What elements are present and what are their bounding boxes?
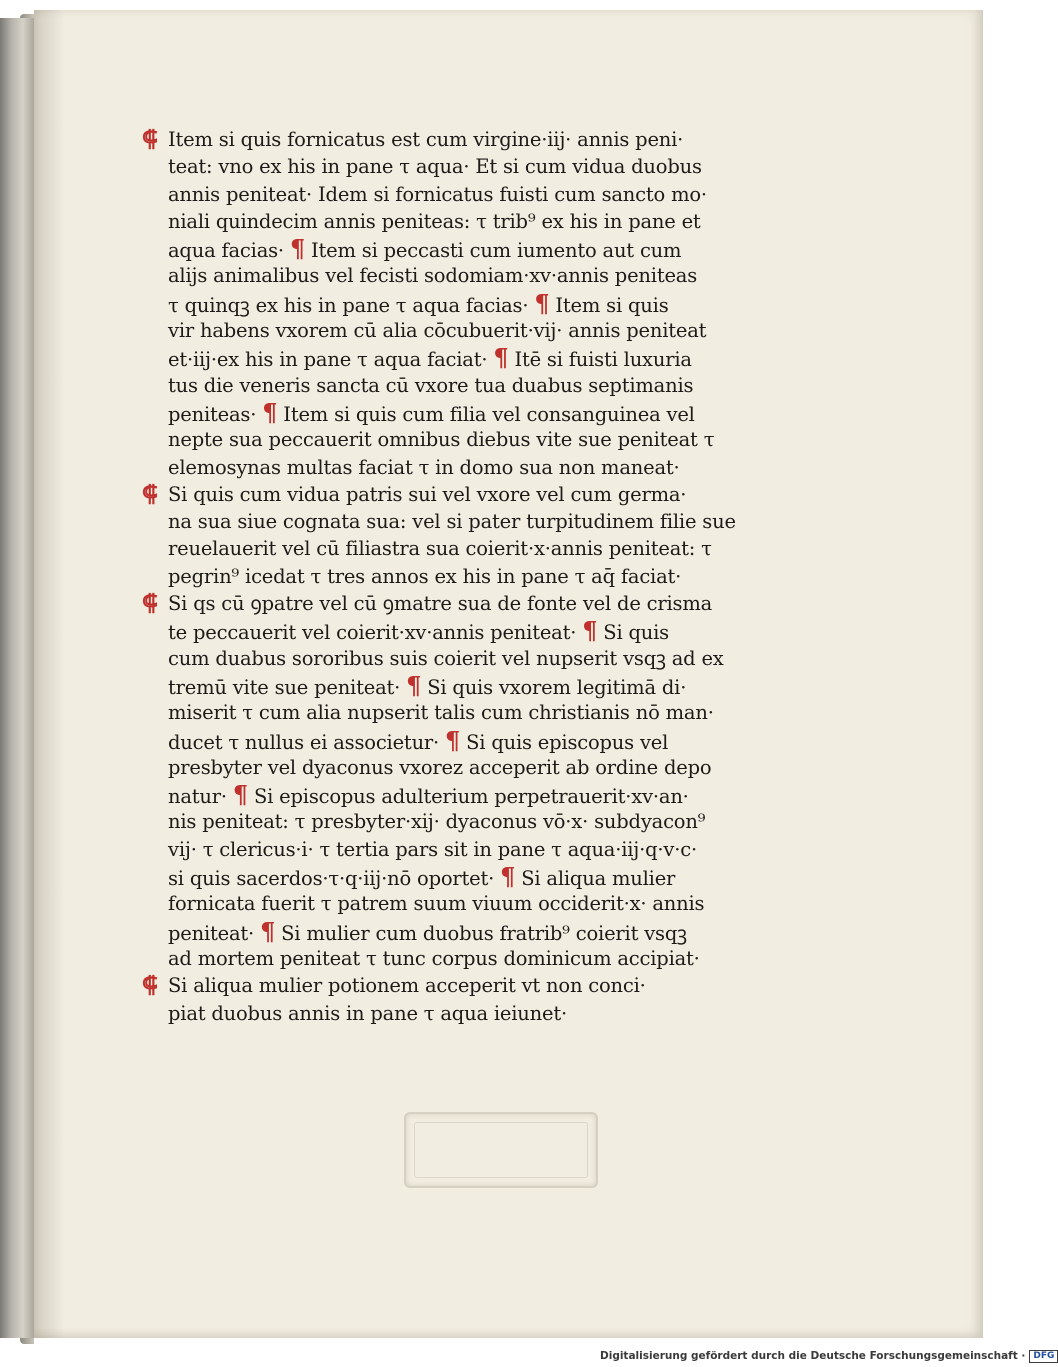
text-line (148, 508, 788, 535)
text-line-content: et·iij·ex his in pane τ aqua faciat· ¶ Itē si fuisti luxuria (168, 343, 692, 373)
text-line (148, 426, 788, 453)
text-line (148, 344, 788, 371)
text-line (148, 863, 788, 890)
text-line (148, 727, 788, 754)
text-line-content: nis peniteat: τ presbyter·xij· dyaconus vō·x· subdyacon⁹ (168, 810, 706, 834)
rubric-mark-icon: ⸿ (142, 126, 158, 152)
pilcrow-icon: ¶ (406, 670, 422, 700)
book-spine (0, 18, 38, 1338)
text-line-content: tus die veneris sancta cū vxore tua duabus septimanis (168, 373, 694, 397)
text-line-content: elemosynas multas faciat τ in domo sua non maneat· (168, 455, 680, 479)
text-line-content: vir habens vxorem cū alia cōcubuerit·vij· annis peniteat (168, 319, 707, 343)
text-line-content: fornicata fuerit τ patrem suum viuum occiderit·x· annis (168, 892, 705, 916)
text-line (148, 617, 788, 644)
text-line (148, 945, 788, 972)
text-line (148, 754, 788, 781)
rubric-mark-icon: ⸿ (142, 972, 158, 999)
text-line-content: miserit τ cum alia nupserit talis cum christianis nō man· (168, 701, 714, 725)
text-line (142, 480, 788, 508)
pilcrow-icon: ¶ (260, 916, 276, 946)
rubric-mark-icon: ⸿ (142, 480, 158, 507)
text-line (148, 399, 788, 426)
pilcrow-icon: ¶ (534, 288, 550, 318)
pilcrow-icon: ¶ (289, 234, 306, 264)
text-line-content: peniteas· ¶ Item si quis cum filia vel consanguinea vel (168, 397, 695, 427)
pilcrow-icon: ¶ (262, 397, 278, 427)
text-line (148, 208, 788, 235)
text-line-content: ad mortem peniteat τ tunc corpus dominicum accipiat· (168, 946, 700, 970)
text-line-content: τ quinqꝫ ex his in pane τ aqua facias· ¶ Item si quis (168, 288, 669, 318)
text-line-content: te peccauerit vel coierit·xv·annis peniteat· ¶ Si quis (168, 616, 669, 646)
text-line (148, 808, 788, 835)
text-line (148, 563, 788, 590)
text-line (148, 781, 788, 808)
text-line-content: tremū vite sue peniteat· ¶ Si quis vxorem legitimā di· (168, 670, 687, 700)
text-line (148, 918, 788, 945)
pilcrow-icon: ¶ (582, 616, 598, 646)
text-line (148, 454, 788, 481)
text-line (148, 181, 788, 208)
page-gutter-shadow (34, 10, 64, 1338)
text-line-content: si quis sacerdos·τ·q·iij·nō oportet· ¶ Si aliqua mulier (168, 862, 676, 892)
text-line-content: pegrin⁹ icedat τ tres annos ex his in pane τ aq̄ faciat· (168, 564, 682, 588)
pilcrow-icon: ¶ (232, 780, 248, 810)
text-line (148, 645, 788, 672)
text-line (148, 262, 788, 289)
text-line-content: ducet τ nullus ei associetur· ¶ Si quis episcopus vel (168, 725, 669, 755)
text-line-content: reuelauerit vel cū filiastra sua coierit·x·annis peniteat: τ (168, 537, 712, 561)
text-line-content: Si qs cū ꝯpatre vel cū ꝯmatre sua de fonte vel de crisma (168, 592, 713, 616)
text-block (142, 126, 788, 1027)
text-line (148, 672, 788, 699)
text-line (142, 590, 788, 617)
text-line-content: Si aliqua mulier potionem acceperit vt non conci· (168, 974, 646, 998)
text-line-content: annis peniteat· Idem si fornicatus fuisti cum sancto mo· (168, 182, 707, 206)
pilcrow-icon: ¶ (493, 343, 509, 373)
dfg-logo-icon: DFG (1029, 1350, 1058, 1363)
blind-stamp (404, 1112, 598, 1188)
blind-stamp-border (414, 1122, 588, 1178)
text-line-content: presbyter vel dyaconus vxorez acceperit ab ordine depo (168, 755, 712, 779)
text-line-content: vij· τ clericus·i· τ tertia pars sit in pane τ aqua·iij·q·v·c· (168, 837, 697, 861)
text-line (148, 372, 788, 399)
text-line-content: natur· ¶ Si episcopus adulterium perpetrauerit·xv·an· (168, 780, 689, 810)
text-line (148, 890, 788, 917)
text-line-content: piat duobus annis in pane τ aqua ieiunet· (168, 1001, 567, 1025)
footer-credit (600, 1348, 1055, 1364)
text-line-content: Si quis cum vidua patris sui vel vxore vel cum germa· (168, 482, 687, 506)
text-line (142, 126, 788, 153)
text-line (148, 836, 788, 863)
text-line (148, 535, 788, 562)
text-line (148, 153, 788, 180)
pilcrow-icon: ¶ (500, 862, 516, 892)
text-line-content: nepte sua peccauerit omnibus diebus vite sue peniteat τ (168, 428, 715, 452)
text-line-content: alijs animalibus vel fecisti sodomiam·xv·annis peniteas (168, 264, 698, 288)
text-line-content: niali quindecim annis peniteas: τ trib⁹ ex his in pane et (168, 209, 701, 233)
text-line (148, 290, 788, 317)
text-line (148, 699, 788, 726)
text-line (142, 972, 788, 999)
text-line (148, 317, 788, 344)
text-line-content: cum duabus sororibus suis coierit vel nupserit vsqꝫ ad ex (168, 646, 724, 670)
footer-credit-text: Digitalisierung gefördert durch die Deutsche Forschungsgemeinschaft · (600, 1350, 1026, 1362)
rubric-mark-icon: ⸿ (142, 590, 158, 617)
text-line-content: teat: vno ex his in pane τ aqua· Et si cum vidua duobus (168, 155, 702, 179)
text-line-content: na sua siue cognata sua: vel si pater turpitudinem filie sue (168, 510, 736, 534)
text-line-content: peniteat· ¶ Si mulier cum duobus fratrib⁹ coierit vsqꝫ (168, 916, 687, 946)
text-line (148, 1000, 788, 1027)
text-line-content: Item si quis fornicatus est cum virgine·iij· annis peni· (168, 128, 684, 151)
text-line (148, 235, 788, 262)
pilcrow-icon: ¶ (445, 725, 461, 755)
text-line-content: aqua facias· ¶ Item si peccasti cum iumento aut cum (168, 234, 682, 264)
